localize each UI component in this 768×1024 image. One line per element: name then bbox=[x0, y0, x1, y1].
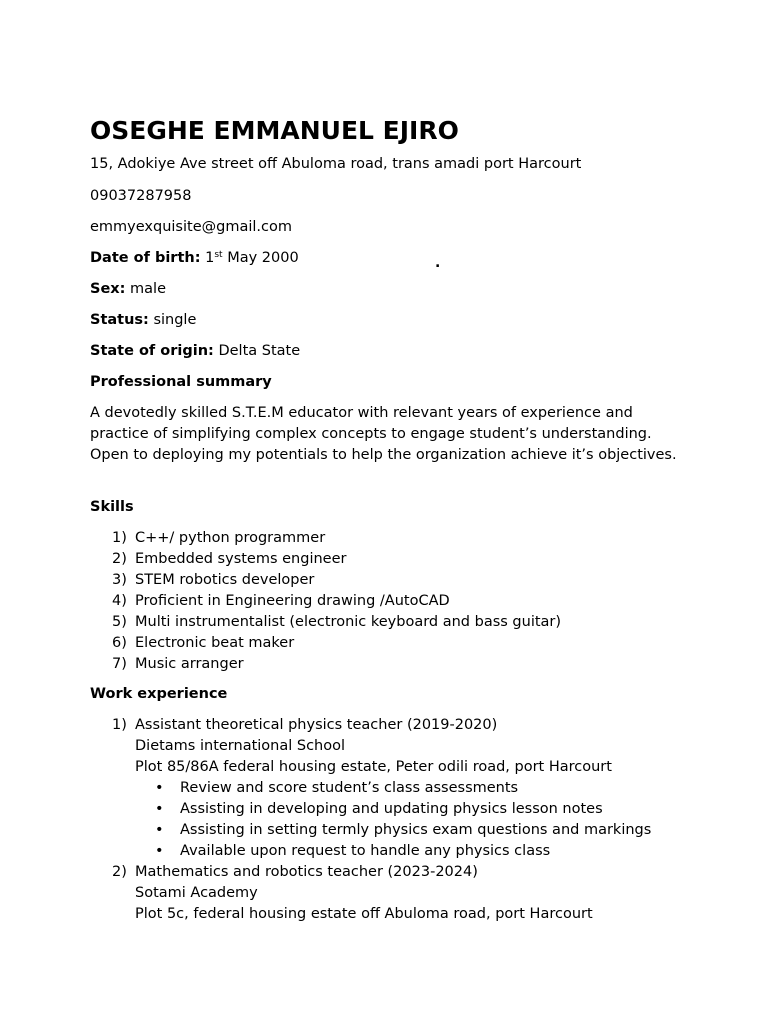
phone-number: 09037287958 bbox=[90, 188, 192, 204]
dob-rest: May 2000 bbox=[227, 250, 299, 266]
list-item: • Available upon request to handle any physics class bbox=[135, 841, 651, 862]
status-label: Status: bbox=[90, 312, 149, 328]
job-entry bbox=[90, 715, 651, 862]
state-of-origin bbox=[90, 341, 300, 362]
job-address: Plot 5c, federal housing estate off Abuloma road, port Harcourt bbox=[135, 906, 593, 922]
bullet-icon: • bbox=[155, 780, 164, 796]
list-item: • Review and score student’s class assessments bbox=[135, 778, 651, 799]
dob-label: Date of birth: bbox=[90, 250, 201, 266]
summary-heading: Professional summary bbox=[90, 374, 272, 390]
list-item: 5) Multi instrumentalist (electronic keyboard and bass guitar) bbox=[112, 614, 562, 630]
email-address: emmyexquisite@gmail.com bbox=[90, 219, 292, 235]
skills-heading: Skills bbox=[90, 499, 134, 515]
marital-status bbox=[90, 310, 196, 331]
job-entry bbox=[90, 862, 651, 925]
list-item: 4) Proficient in Engineering drawing /AutoCAD bbox=[112, 593, 450, 609]
job-address: Plot 85/86A federal housing estate, Peter odili road, port Harcourt bbox=[135, 759, 612, 775]
origin-value: Delta State bbox=[218, 343, 301, 359]
sex bbox=[90, 279, 166, 300]
candidate-name: OSEGHE EMMANUEL EJIRO bbox=[90, 116, 459, 145]
bullet-icon: • bbox=[155, 801, 164, 817]
list-item: 1) C++/ python programmer bbox=[112, 530, 326, 546]
bullet-icon: • bbox=[155, 822, 164, 838]
job-organization: Dietams international School bbox=[135, 738, 346, 754]
sex-value: male bbox=[130, 281, 167, 297]
job-number: 1) bbox=[112, 717, 127, 733]
job-duties bbox=[135, 778, 651, 862]
origin-label: State of origin: bbox=[90, 343, 214, 359]
stray-dot: . bbox=[435, 255, 441, 271]
job-title: Assistant theoretical physics teacher (2019-2020) bbox=[135, 717, 498, 733]
list-item: 3) STEM robotics developer bbox=[112, 572, 315, 588]
dob-suffix: st bbox=[214, 250, 223, 260]
job-number: 2) bbox=[112, 864, 127, 880]
job-title: Mathematics and robotics teacher (2023-2024) bbox=[135, 864, 478, 880]
work-list bbox=[90, 715, 651, 925]
job-organization: Sotami Academy bbox=[135, 885, 258, 901]
list-item: 2) Embedded systems engineer bbox=[112, 551, 347, 567]
list-item: 6) Electronic beat maker bbox=[112, 635, 295, 651]
bullet-icon: • bbox=[155, 843, 164, 859]
list-item: 7) Music arranger bbox=[112, 656, 244, 672]
address: 15, Adokiye Ave street off Abuloma road, trans amadi port Harcourt bbox=[90, 156, 582, 172]
list-item: • Assisting in setting termly physics exam questions and markings bbox=[135, 820, 651, 841]
status-value: single bbox=[153, 312, 197, 328]
list-item: • Assisting in developing and updating physics lesson notes bbox=[135, 799, 651, 820]
summary-text: A devotedly skilled S.T.E.M educator with relevant years of experience and practice of simplifying complex concepts to engage student’s understanding. Open to deploying my potentials to help the organization achieve it’s objectives. bbox=[90, 405, 677, 463]
dob-day: 1 bbox=[205, 250, 215, 266]
skills-list bbox=[90, 528, 561, 675]
date-of-birth bbox=[90, 248, 490, 269]
work-heading: Work experience bbox=[90, 686, 228, 702]
sex-label: Sex: bbox=[90, 281, 126, 297]
